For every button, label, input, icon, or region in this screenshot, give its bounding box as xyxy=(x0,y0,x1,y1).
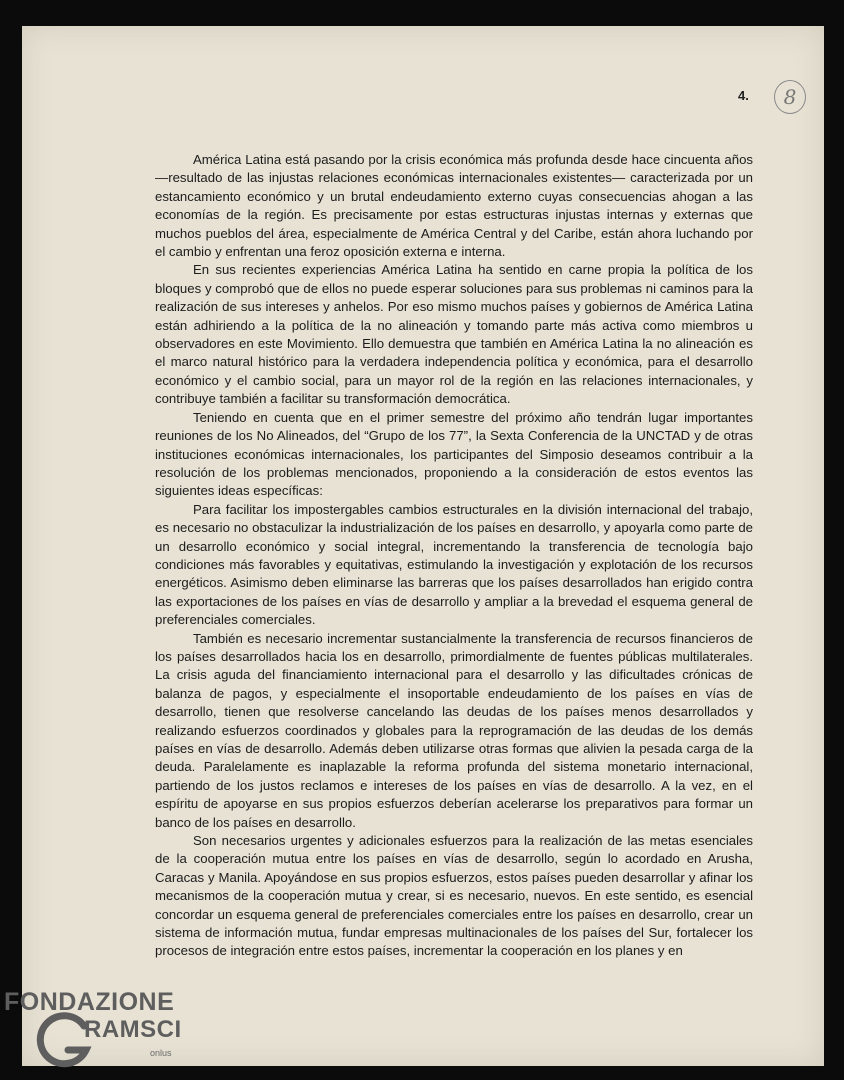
paragraph: América Latina está pasando por la crisis económica más profunda desde hace cincuenta años —resultado de las injustas relaciones económicas internacionales existentes— caracterizada por un estancamiento económico y un brutal endeudamiento externo cuyas consecuencias ahogan a las economías de la región. Es precisamente por estas estructuras injustas internas y externas que muchos pueblos del área, especialmente de América Central y del Caribe, están ahora luchando por el cambio y enfrentan una feroz oposición externa e interna. xyxy=(155,152,753,260)
paragraph: También es necesario incrementar sustancialmente la transferencia de recursos financieros de los países desarrollados hacia los en desarrollo, primordialmente de fuentes públicas multilaterales. La crisis aguda del financiamiento internacional para el desarrollo y las dificultades crónicas de balanza de pagos, y especialmente el insoportable endeudamiento de los países en vías de desarrollo, tienen que resolverse cancelando las deudas de los países menos desarrollados y realizando esfuerzos coordinados y globales para la reprogramación de las deudas de los demás países en vías de desarrollo. Además deben utilizarse otras formas que alivien la pesada carga de la deuda. Paralelamente es inaplazable la reforma profunda del sistema monetario internacional, partiendo de los justos reclamos e intereses de los países en vías de desarrollo. A la vez, en el espíritu de apoyarse en sus propios esfuerzos deberían acelerarse los preparativos para formar un banco de los países en desarrollo. xyxy=(155,630,753,830)
archive-watermark xyxy=(4,988,234,1080)
paragraph: Para facilitar los impostergables cambios estructurales en la división internacional del trabajo, es necesario no obstaculizar la industrialización de los países en desarrollo, y apoyarla como parte de un desarrollo económico y social integral, incrementando la transferencia de tecnología bajo condiciones más favorables y equitativas, estimulando la investigación y explotación de los recursos energéticos. Asimismo deben eliminarse las barreras que los países desarrollados han erigido contra las exportaciones de los países en vías de desarrollo y ampliar a la brevedad el esquema general de preferenciales comerciales. xyxy=(155,501,753,628)
document-page xyxy=(22,26,824,1066)
watermark-line-1: FONDAZIONE xyxy=(4,988,175,1016)
watermark-line-2: RAMSCI xyxy=(84,1016,182,1043)
paragraph: En sus recientes experiencias América Latina ha sentido en carne propia la política de los bloques y comprobó que de ellos no puede esperar soluciones para sus problemas ni caminos para la realización de sus intereses y anhelos. Por eso mismo muchos países y gobiernos de América Latina están adhiriendo a la política de la no alineación y tomando parte más activa como miembros u observadores en este Movimiento. Ello demuestra que también en América Latina la no alineación es el marco natural histórico para la verdadera independencia política y económica, para el desarrollo económico y el cambio social, para un mayor rol de la región en las relaciones internacionales, y contribuye también a facilitar su transformación democrática. xyxy=(155,262,753,407)
paragraph: Teniendo en cuenta que en el primer semestre del próximo año tendrán lugar importantes reuniones de los No Alineados, del “Grupo de los 77”, la Sexta Conferencia de la UNCTAD y de otras instituciones económicas internacionales, los participantes del Simposio deseamos contribuir a la resolución de los problemas mencionados, proponiendo a la consideración de estos eventos las siguientes ideas específicas: xyxy=(155,409,753,499)
page-number: 4. xyxy=(738,88,749,103)
body-text xyxy=(155,151,753,961)
paragraph: Son necesarios urgentes y adicionales esfuerzos para la realización de las metas esenciales de la cooperación mutua entre los países en vías de desarrollo, según lo acordado en Arusha, Caracas y Manila. Apoyándose en sus propios esfuerzos, estos países pueden desarrollar y afinar los mecanismos de la cooperación mutua y crear, si es necesario, nuevos. En este sentido, es esencial concordar un esquema general de preferenciales comerciales entre los países en desarrollo, crear un sistema de información mutua, fundar empresas multinacionales de los países del Sur, fortalecer los procesos de integración entre estos países, incrementar la cooperación en los planes y en xyxy=(155,833,753,959)
archive-stamp-number: 8 xyxy=(774,80,806,114)
watermark-line-3: onlus xyxy=(150,1048,172,1058)
